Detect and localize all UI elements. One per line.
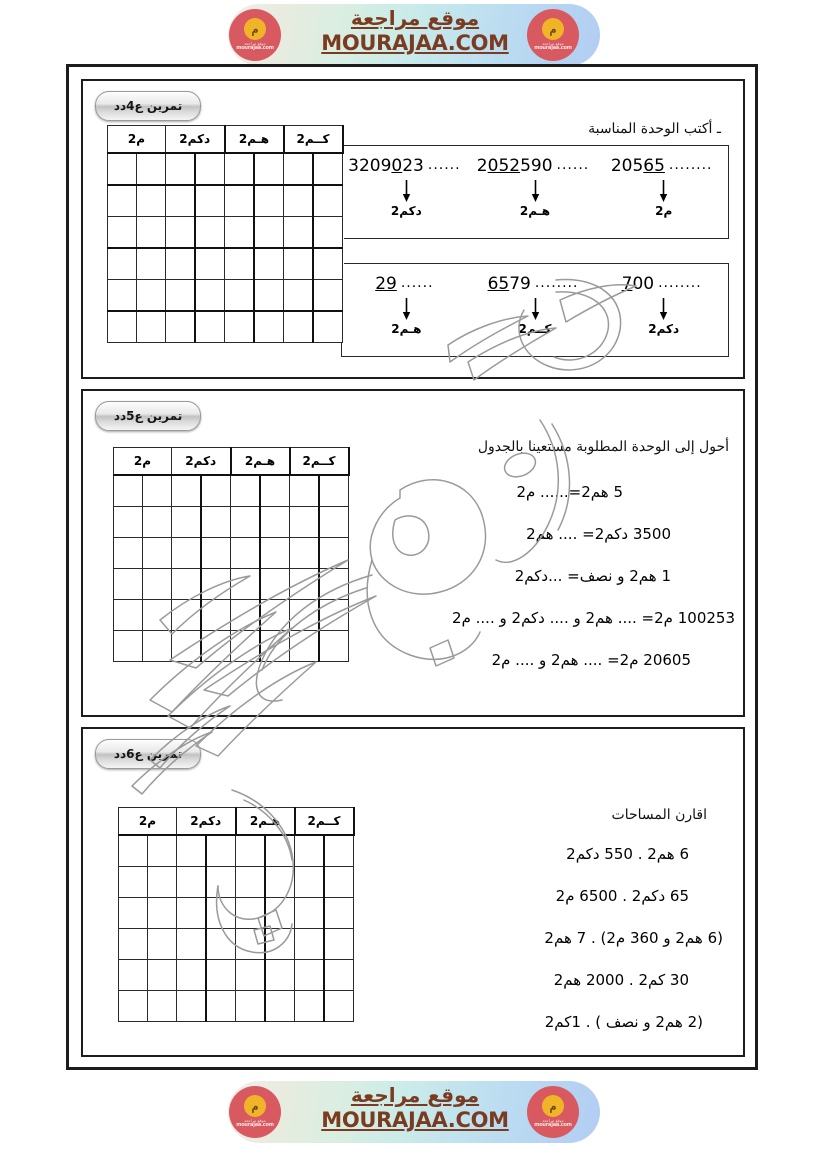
logo-caption-en: mourajaa.com [534, 1122, 572, 1129]
answer-blank[interactable]: ........ [668, 157, 713, 173]
column-header-m2: م2 [114, 448, 172, 476]
unit-number: 6579 [487, 274, 531, 294]
book-icon: م [542, 1095, 564, 1117]
answer-blank[interactable]: ...... [556, 157, 590, 173]
table-row[interactable] [114, 538, 349, 569]
table-row[interactable] [114, 507, 349, 538]
book-icon: م [244, 18, 266, 40]
site-title-arabic: موقع مراجعة [350, 1083, 480, 1107]
table-header-row [108, 126, 343, 154]
unit-target-label: دكم2 [390, 204, 422, 218]
logo-caption-ar: موقع مراجعة [244, 1118, 266, 1124]
down-arrow-icon [475, 298, 595, 323]
header-banner-text [250, 6, 580, 56]
table-row[interactable] [108, 153, 343, 185]
unit-target-label: هـم2 [519, 204, 551, 218]
unit-conversion-table-6[interactable] [118, 807, 355, 1022]
table-row[interactable] [108, 217, 343, 249]
column-header-km2: كــم2 [284, 126, 343, 154]
site-url: MOURAJAA.COM [321, 1108, 509, 1132]
logo-caption-ar: موقع مراجعة [542, 41, 564, 47]
column-header-km2: كــم2 [290, 448, 349, 476]
header-banner [0, 0, 825, 70]
exercise-5-heading: أحول إلى الوحدة المطلوبة مستعينا بالجدول [477, 439, 729, 455]
column-header-dam2: دكم2 [177, 808, 236, 836]
site-url: MOURAJAA.COM [321, 31, 509, 55]
problem-line[interactable]: (2 هم2 و نصف ) . 1كم2 [544, 1013, 703, 1031]
table-body[interactable] [114, 475, 349, 662]
table-row[interactable] [119, 867, 354, 898]
exercise-section-4 [81, 79, 745, 379]
unit-conversion-table-5[interactable] [113, 447, 350, 662]
column-header-m2: م2 [119, 808, 177, 836]
column-header-m2: م2 [108, 126, 166, 154]
exercise-4-heading: ـ أكتب الوحدة المناسبة [588, 121, 721, 137]
column-header-hm2: هـم2 [236, 808, 295, 836]
unit-target-label: دكم2 [648, 322, 680, 336]
table-row[interactable] [119, 991, 354, 1022]
table-row[interactable] [119, 835, 354, 867]
table-row[interactable] [119, 960, 354, 991]
problem-line[interactable]: 1 هم2 و نصف= ...دكم2 [514, 567, 671, 585]
column-header-hm2: هـم2 [225, 126, 284, 154]
problem-line[interactable]: 6 هم2 . 550 دكم2 [566, 845, 689, 863]
unit-item [346, 156, 466, 218]
exercise-4-body [333, 81, 743, 377]
down-arrow-icon [346, 180, 466, 205]
logo-caption-en: mourajaa.com [534, 45, 572, 52]
table-row[interactable] [108, 185, 343, 217]
problem-line[interactable]: 65 دكم2 . 6500 م2 [555, 887, 689, 905]
exercise-6-heading: اقارن المساحات [611, 807, 707, 823]
column-header-dam2: دكم2 [166, 126, 225, 154]
column-header-dam2: دكم2 [172, 448, 231, 476]
exercise-section-5 [81, 389, 745, 717]
table-row[interactable] [119, 898, 354, 929]
exercise-badge-5: تمرين ع5دد [95, 401, 201, 431]
logo-caption-ar: موقع مراجعة [542, 1118, 564, 1124]
table-header-row [114, 448, 349, 476]
column-header-hm2: هـم2 [231, 448, 290, 476]
unit-item [604, 156, 724, 218]
unit-number: 700 [621, 274, 655, 294]
unit-number: 2052590 [476, 156, 553, 176]
answer-blank[interactable]: ...... [400, 275, 434, 291]
exercise-badge-6: تمرين ع6دد [95, 739, 201, 769]
table-row[interactable] [114, 600, 349, 631]
table-row[interactable] [114, 569, 349, 600]
footer-banner [0, 1077, 825, 1147]
exercise-badge-4: تمرين ع4دد [95, 91, 201, 121]
unit-answer-box-2 [341, 263, 729, 357]
unit-item [475, 274, 595, 336]
site-title-arabic: موقع مراجعة [350, 6, 480, 30]
unit-answer-box-1 [341, 145, 729, 239]
table-row[interactable] [119, 929, 354, 960]
unit-target-label: هـم2 [391, 322, 422, 336]
exercise-5-body [333, 391, 743, 715]
unit-item [475, 156, 595, 218]
unit-row-2 [342, 274, 728, 348]
book-icon: م [542, 18, 564, 40]
unit-item [346, 274, 466, 336]
problem-line[interactable]: 20605 م2= .... هم2 و .... م2 [491, 651, 691, 669]
problem-line[interactable]: 30 كم2 . 2000 هم2 [553, 971, 689, 989]
table-body[interactable] [119, 835, 354, 1022]
table-row[interactable] [114, 631, 349, 662]
unit-target-label: م2 [655, 204, 673, 218]
unit-number: 3209023 [348, 156, 424, 176]
answer-blank[interactable]: ...... [427, 157, 461, 173]
unit-number: 29 [375, 274, 397, 294]
down-arrow-icon [604, 298, 724, 323]
problem-line[interactable]: 3500 دكم2= .... هم2 [526, 525, 671, 543]
answer-blank[interactable]: ........ [658, 275, 702, 291]
table-row[interactable] [108, 311, 343, 343]
table-row[interactable] [108, 248, 343, 280]
unit-row-1 [342, 156, 728, 230]
table-row[interactable] [114, 475, 349, 507]
problem-line[interactable]: (6 هم2 و 360 م2) . 7 هم2 [544, 929, 723, 947]
column-header-km2: كــم2 [295, 808, 354, 836]
worksheet-page [66, 64, 758, 1070]
exercise-6-body [333, 729, 743, 1055]
answer-blank[interactable]: ........ [534, 275, 579, 291]
logo-caption-en: mourajaa.com [236, 1122, 274, 1129]
exercise-section-6 [81, 727, 745, 1057]
table-header-row [119, 808, 354, 836]
table-row[interactable] [108, 280, 343, 312]
unit-target-label: كــم2 [518, 322, 552, 336]
problem-line[interactable]: 100253 م2= .... هم2 و .... دكم2 و .... م2 [452, 609, 735, 627]
problem-line[interactable]: 5 هم2=...... م2 [516, 483, 623, 501]
down-arrow-icon [604, 180, 724, 205]
down-arrow-icon [475, 180, 595, 205]
logo-caption-en: mourajaa.com [236, 45, 274, 52]
table-body[interactable] [108, 153, 343, 343]
unit-number: 20565 [610, 156, 665, 176]
unit-conversion-table-4[interactable] [107, 125, 344, 343]
footer-banner-text [250, 1083, 580, 1133]
down-arrow-icon [346, 298, 466, 323]
logo-caption-ar: موقع مراجعة [244, 41, 266, 47]
unit-item [604, 274, 724, 336]
book-icon: م [244, 1095, 266, 1117]
